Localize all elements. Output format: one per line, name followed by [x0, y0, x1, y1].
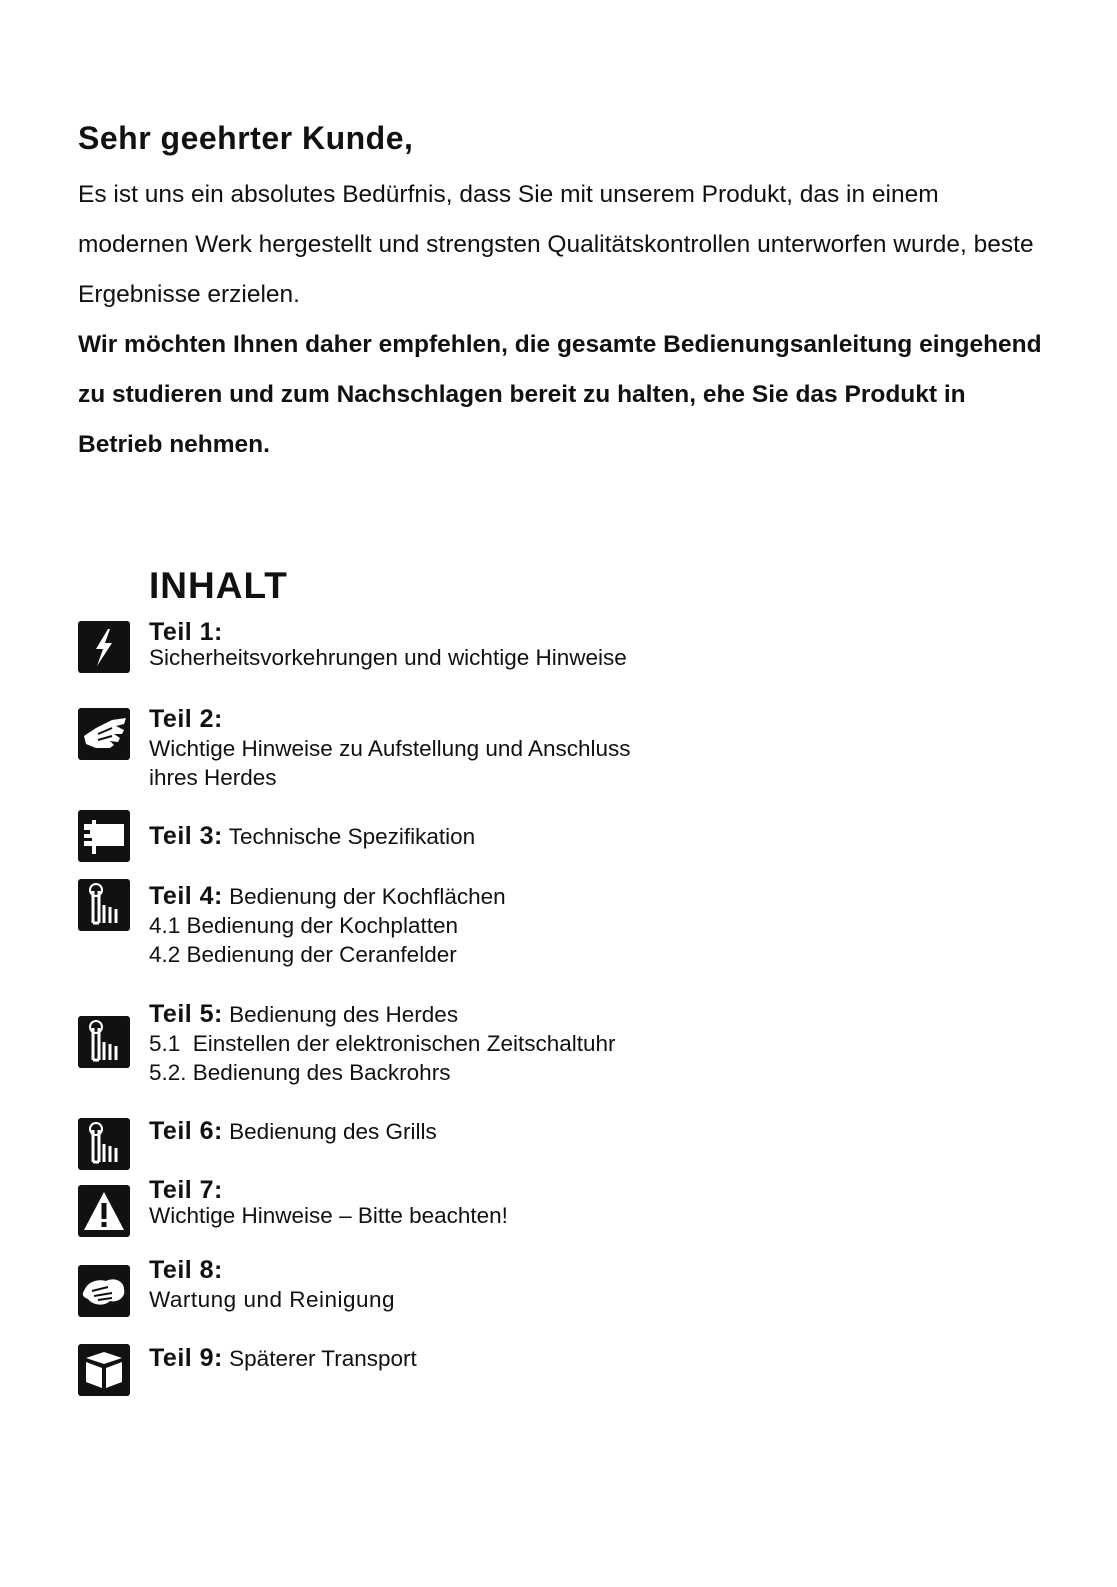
- toc-entry-line: Sicherheitsvorkehrungen und wichtige Hinweise: [149, 645, 627, 670]
- toc-entry-line: 4.2 Bedienung der Ceranfelder: [149, 942, 457, 967]
- toc-entry-head: Teil 8:: [149, 1256, 223, 1284]
- finger-press-icon: [78, 1016, 130, 1068]
- toc-entry-line: Wartung und Reinigung: [149, 1287, 396, 1312]
- toc-entry-teil-9[interactable]: [149, 1344, 417, 1373]
- toc-entry-head: Teil 6:: [149, 1117, 223, 1145]
- toc-entry-line: 5.2. Bedienung des Backrohrs: [149, 1060, 451, 1085]
- toc-entry-head: Teil 2:: [149, 705, 223, 733]
- toc-entry-head: Teil 3:: [149, 822, 223, 850]
- specification-icon: [78, 810, 130, 862]
- greeting-heading: Sehr geehrter Kunde,: [78, 120, 414, 156]
- emphasis-paragraph: Wir möchten Ihnen daher empfehlen, die gesamte Bedienungsanleitung eingehend zu studieren und zum Nachschlagen bereit zu halten, ehe Sie das Produkt in Betrieb nehmen.: [78, 331, 1042, 458]
- toc-entry-inline: Bedienung des Herdes: [229, 1002, 459, 1027]
- finger-press-icon: [78, 879, 130, 931]
- hand-plug-icon: [78, 708, 130, 760]
- toc-entry-line: 4.1 Bedienung der Kochplatten: [149, 913, 458, 938]
- toc-entry-teil-7[interactable]: [149, 1176, 508, 1230]
- toc-entry-line: Wichtige Hinweise zu Aufstellung und Anschluss: [149, 736, 631, 761]
- toc-entry-head: Teil 5:: [149, 1000, 223, 1028]
- toc-entry-head: Teil 9:: [149, 1344, 223, 1372]
- toc-title: INHALT: [149, 565, 288, 606]
- toc-entry-line: 5.1 Einstellen der elektronischen Zeitschaltuhr: [149, 1031, 616, 1056]
- toc-entry-head: Teil 1:: [149, 618, 223, 646]
- toc-entry-teil-5[interactable]: [149, 1000, 616, 1087]
- box-icon: [78, 1344, 130, 1396]
- toc-entry-inline: Bedienung des Grills: [229, 1119, 437, 1144]
- toc-entry-teil-1[interactable]: [149, 618, 627, 672]
- toc-entry-teil-3[interactable]: [149, 822, 475, 851]
- toc-entry-head: Teil 7:: [149, 1176, 223, 1204]
- warning-icon: [78, 1185, 130, 1237]
- toc-entry-inline: Technische Spezifikation: [228, 824, 476, 849]
- lightning-icon: [78, 621, 130, 673]
- toc-entry-line: ihres Herdes: [149, 765, 277, 790]
- toc-entry-inline: Bedienung der Kochflächen: [229, 884, 506, 909]
- finger-press-icon: [78, 1118, 130, 1170]
- cleaning-hand-icon: [78, 1265, 130, 1317]
- toc-entry-teil-6[interactable]: [149, 1117, 437, 1146]
- toc-entry-teil-8[interactable]: [149, 1256, 395, 1314]
- intro-paragraph: Es ist uns ein absolutes Bedürfnis, dass Sie mit unserem Produkt, das in einem modernen Werk hergestellt und strengsten Qualitätskontrollen unterworfen wurde, beste Ergebnisse erzielen.: [78, 181, 1034, 308]
- toc-entry-head: Teil 4:: [149, 882, 223, 910]
- toc-entry-teil-4[interactable]: [149, 882, 506, 969]
- toc-entry-line: Wichtige Hinweise – Bitte beachten!: [149, 1203, 508, 1228]
- toc-entry-teil-2[interactable]: [149, 705, 631, 792]
- toc-entry-inline: Späterer Transport: [229, 1346, 417, 1371]
